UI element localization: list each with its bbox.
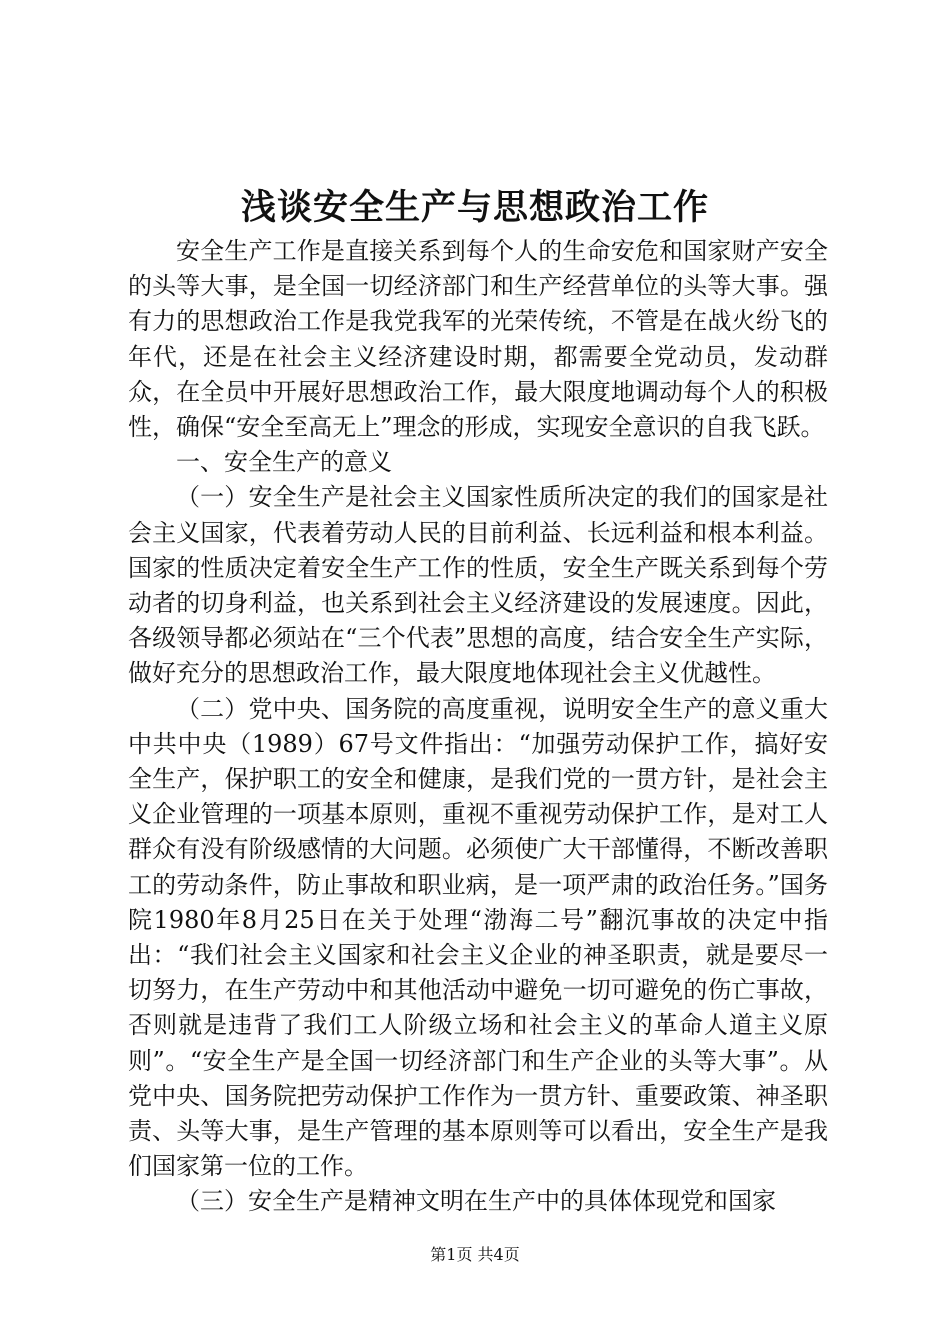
page-number-footer: 第1页 共4页 xyxy=(430,1245,520,1264)
document-title: 浅谈安全生产与思想政治工作 xyxy=(240,187,709,228)
paragraph-section-1: （一）安全生产是社会主义国家性质所决定的我们的国家是社会主义国家，代表着劳动人民的目前利益、长远利益和根本利益。国家的性质决定着安全生产工作的性质，安全生产既关系到每个劳动者的切身利益，也关系到社会主义经济建设的发展速度。因此，各级领导都必须站在“三个代表”思想的高度，结合安全生产实际，做好充分的思想政治工作，最大限度地体现社会主义优越性。 xyxy=(128,483,828,688)
document-body xyxy=(128,234,828,1220)
paragraph-intro: 安全生产工作是直接关系到每个人的生命安危和国家财产安全的头等大事，是全国一切经济部门和生产经营单位的头等大事。强有力的思想政治工作是我党我军的光荣传统，不管是在战火纷飞的年代，还是在社会主义经济建设时期，都需要全党动员，发动群众，在全员中开展好思想政治工作，最大限度地调动每个人的积极性，确保“安全至高无上”理念的形成，实现安全意识的自我飞跃。 xyxy=(128,237,828,442)
paragraph-section-3: （三）安全生产是精神文明在生产中的具体体现党和国家 xyxy=(176,1187,776,1216)
section-heading: 一、安全生产的意义 xyxy=(176,448,392,477)
paragraph-section-2: （二）党中央、国务院的高度重视，说明安全生产的意义重大中共中央（1989）67号文件指出：“加强劳动保护工作，搞好安全生产，保护职工的安全和健康，是我们党的一贯方针，是社会主义企业管理的一项基本原则，重视不重视劳动保护工作，是对工人群众有没有阶级感情的大问题。必须使广大干部懂得，不断改善职工的劳动条件，防止事故和职业病，是一项严肃的政治任务。”国务院1980年8月25日在关于处理“渤海二号”翻沉事故的决定中指出：“我们社会主义国家和社会主义企业的神圣职责，就是要尽一切努力，在生产劳动中和其他活动中避免一切可避免的伤亡事故，否则就是违背了我们工人阶级立场和社会主义的革命人道主义原则”。“安全生产是全国一切经济部门和生产企业的头等大事”。从党中央、国务院把劳动保护工作作为一贯方针、重要政策、神圣职责、头等大事，是生产管理的基本原则等可以看出，安全生产是我们国家第一位的工作。 xyxy=(128,694,828,1181)
